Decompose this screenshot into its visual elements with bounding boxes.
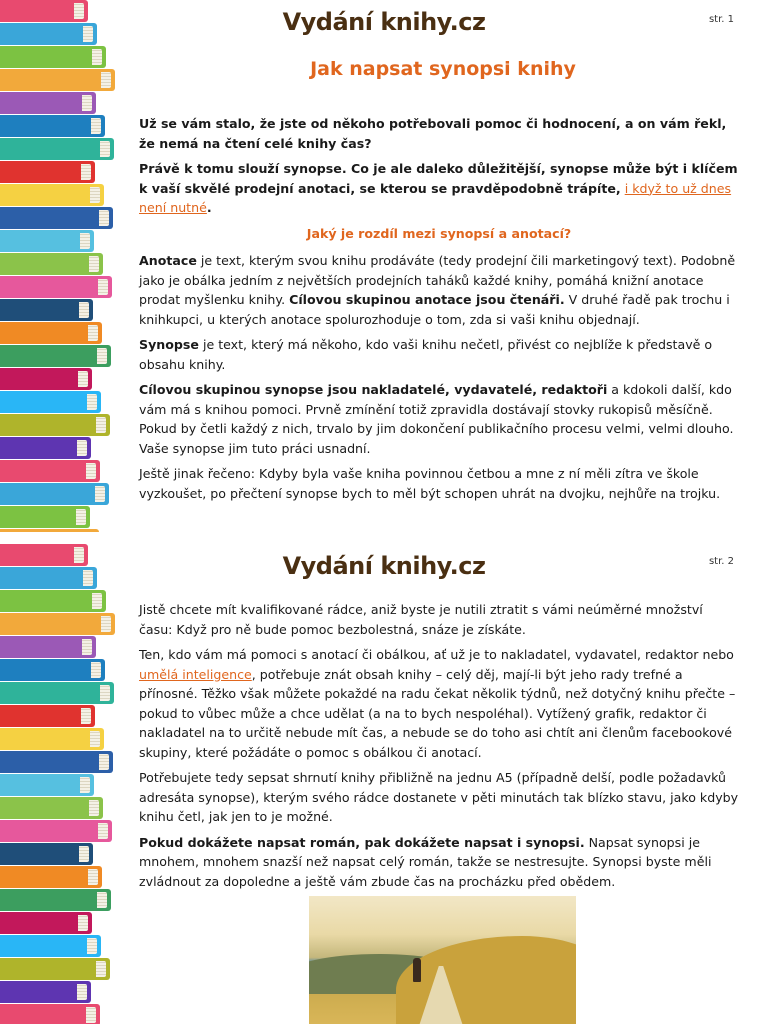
book-spine	[0, 912, 92, 934]
book-spine	[0, 958, 110, 980]
book-spine	[0, 981, 91, 1003]
book-spine	[0, 322, 102, 344]
section-heading: Jaký je rozdíl mezi synopsí a anotací?	[306, 225, 572, 241]
book-spine	[0, 46, 106, 68]
paragraph: Ještě jinak řečeno: Kdyby byla vaše kniha povinnou četbou a mne z ní měli zítra ve škole vyzkoušet, po přečtení synopse bych to měl být schopen uhrát na dvojku, nejhůře na trojku.	[139, 466, 721, 501]
book-spine	[0, 506, 90, 528]
book-spine	[0, 636, 96, 658]
page-number: str. 1	[708, 14, 734, 25]
bold-text: .	[206, 200, 212, 215]
book-spine	[0, 345, 111, 367]
book-spine	[0, 368, 92, 390]
book-spine	[0, 184, 104, 206]
book-spine	[0, 705, 95, 727]
paragraph	[139, 645, 739, 762]
text: V druhé řadě pak trochu i knihkupci, u kterých anotace spolurozhoduje o tom, zda si vaši knihu objednají.	[139, 292, 730, 327]
paragraph: Potřebujete tedy sepsat shrnutí knihy přibližně na jednu A5 (případně delší, podle požadavků adresáta synopse), kterým svého rádce dostanete v pěti minutách tak blízko stavu, jako kdyby knihu četl, jak jen to je možné.	[139, 770, 739, 824]
book-spine	[0, 613, 115, 635]
hiker-landscape-photo	[309, 896, 576, 1024]
book-spine	[0, 299, 93, 321]
book-spine	[0, 69, 115, 91]
article-body	[139, 114, 739, 509]
inline-link[interactable]: umělá inteligence	[139, 666, 252, 682]
book-spine	[0, 138, 114, 160]
book-spine	[0, 751, 113, 773]
bold-text: Anotace	[139, 253, 197, 268]
book-stack-image	[0, 0, 118, 532]
article-body	[139, 600, 739, 897]
book-spine	[0, 460, 100, 482]
book-spine	[0, 414, 110, 436]
book-spine	[0, 935, 101, 957]
book-spine	[0, 774, 94, 796]
book-spine	[0, 820, 112, 842]
book-spine	[0, 659, 105, 681]
page-divider	[0, 532, 768, 544]
book-spine	[0, 590, 106, 612]
book-stack-image	[0, 544, 118, 1024]
book-spine	[0, 797, 103, 819]
book-spine	[0, 889, 111, 911]
book-spine	[0, 276, 112, 298]
bold-text: Už se vám stalo, že jste od někoho potřebovali pomoc či hodnocení, a on vám řekl, že nemá na čtení celé knihy čas?	[139, 116, 727, 151]
book-spine	[0, 207, 113, 229]
paragraph	[139, 159, 739, 218]
paragraph	[139, 335, 739, 374]
paragraph: Jistě chcete mít kvalifikované rádce, aniž byste je nutili ztratit s vámi neúměrné množství času: Když pro ně bude pomoc bezbolestná, snáze je získáte.	[139, 602, 703, 637]
bold-text: Cílovou skupinou synopse jsou nakladatelé, vydavatelé, redaktoři	[139, 382, 608, 397]
inline-link[interactable]: i když to už dnes není nutné	[139, 180, 732, 215]
book-spine	[0, 391, 101, 413]
book-spine	[0, 253, 103, 275]
paragraph	[139, 114, 739, 153]
text: , potřebuje znát obsah knihy – celý děj, mají-li být jeho rady trefné a přínosné. Těžko však můžete pokaždé na radu čekat několik týdnů, než dotyčný knihu přečte – pokud to vůbec může a chce udělat (a na to bych nespoléhal). Vytížený grafik, redaktor či nakladatel na to určitě nebude mít čas, a nebude se do toho asi chtít ani členům facebookové skupiny, které požádáte o pomoc s obálkou či anotací.	[139, 666, 736, 760]
brand-logo: Vydání knihy.cz	[282, 552, 486, 580]
book-spine	[0, 728, 104, 750]
paragraph	[139, 833, 739, 892]
text: je text, kterým svou knihu prodáváte (tedy prodejní čili marketingový text). Podobně jako je obálka jedním z největších prodejních taháků každé knihy, pomáhá knižní anotace prodat myšlenku knihy.	[139, 253, 736, 307]
photo-hill	[396, 936, 576, 1024]
bold-text: Synopse	[139, 337, 199, 352]
book-spine	[0, 230, 94, 252]
book-spine	[0, 92, 96, 114]
book-spine	[0, 1004, 100, 1024]
page-title: Jak napsat synopsi knihy	[310, 58, 576, 80]
bold-text: Právě k tomu slouží synopse. Co je ale daleko důležitější, synopse může být i klíčem k vaší skvělé prodejní anotaci, se kterou se pravděpodobně trápíte,	[139, 161, 738, 196]
paragraph	[139, 251, 739, 329]
brand-logo: Vydání knihy.cz	[282, 8, 486, 36]
book-spine	[0, 483, 109, 505]
text: a kdokoli další, kdo vám má s knihou pomoci. Prvně zmínění totiž zpravidla dostávají stovky rukopisů měsíčně. Pokud by četli každý z nich, trvalo by jim dokončení publikačního procesu velmi, velmi dlouho. Vaše synopse jim tuto práci usnadní.	[139, 382, 734, 456]
book-spine	[0, 843, 93, 865]
page-number: str. 2	[708, 556, 734, 567]
document-page-2	[0, 544, 768, 1024]
paragraph	[139, 380, 739, 458]
text: Napsat synopsi je mnohem, mnohem snazší než napsat celý román, takže se nestresujte. Synopsi byste měli zvládnout za dopoledne a ještě vám zbude čas na procházku před obědem.	[139, 834, 712, 889]
book-spine	[0, 866, 102, 888]
bold-text: Pokud dokážete napsat román, pak dokážete napsat i synopsi.	[139, 834, 585, 850]
text: Ten, kdo vám má pomoci s anotací či obálkou, ať už je to nakladatel, vydavatel, redaktor nebo	[139, 647, 734, 662]
bold-text: Cílovou skupinou anotace jsou čtenáři.	[289, 292, 565, 307]
photo-hiker	[413, 958, 421, 982]
text: je text, který má někoho, kdo vaši knihu nečetl, přivést co nejblíže k představě o obsahu knihy.	[139, 337, 713, 372]
book-spine	[0, 437, 91, 459]
book-spine	[0, 161, 95, 183]
book-spine	[0, 115, 105, 137]
book-spine	[0, 682, 114, 704]
